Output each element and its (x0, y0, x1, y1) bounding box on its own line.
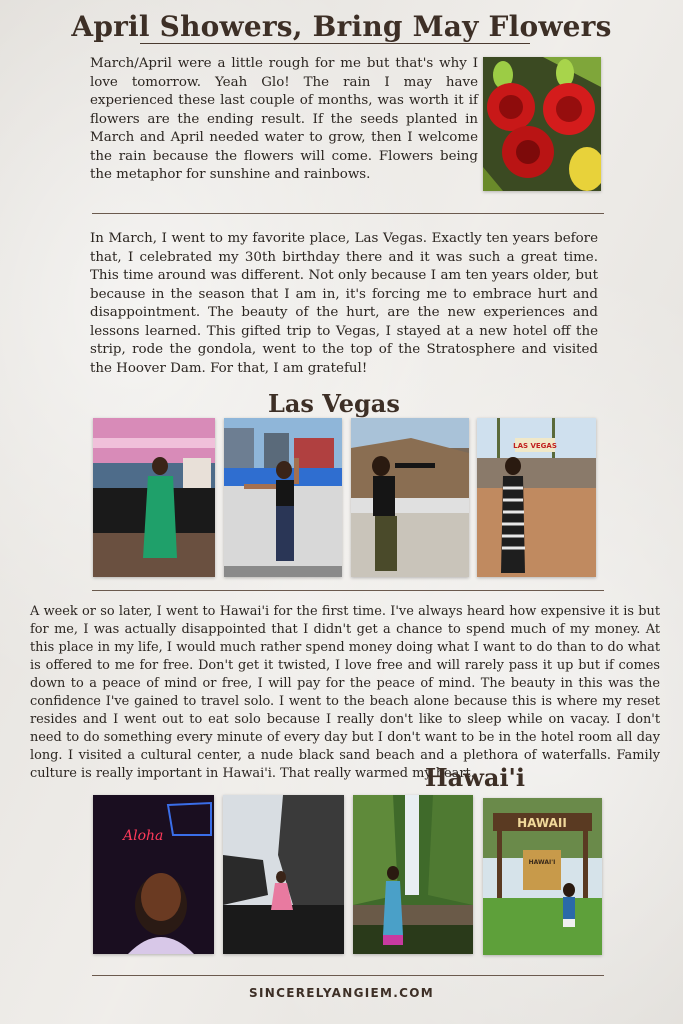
vegas-photo-venetian (93, 418, 215, 577)
divider (92, 590, 604, 591)
roses-photo (483, 57, 601, 191)
hawaii-paragraph: A week or so later, I went to Hawai'i for the first time. I've always heard how expensive it is but for me, I was actually disappointed that I didn't get a chance to spend much of my money. At this place in my life, I would much rather spend money doing what I want to do than to do what is offered to me for free. Don't get it twisted, I love free and will rarely pass it up but if comes down to a peace of mind or free, I will pay for the peace of mind. The beauty in this was the confidence I've gained to travel solo. I went to the beach alone because this is where my reset resides and I went out to eat solo because I really don't like to sleep while on vacay. I don't need to do something every minute of every day but I don't want to be in the hotel room all day long. I visited a cultural center, a nude black sand beach and a plethora of waterfalls. Family culture is really important in Hawai'i. That really warmed my heart. (30, 604, 660, 781)
vegas-photo-hoover-dam (351, 418, 469, 577)
hawaii-sign-text: HAWAII (517, 816, 567, 830)
hawaii-board-text: HAWAI'I (528, 859, 556, 866)
vegas-photo-welcome-sign (477, 418, 596, 577)
hawaii-photo-waterfall (353, 795, 473, 954)
divider (92, 975, 604, 976)
hawaii-photo-cultural-center (483, 798, 602, 955)
title-underline (140, 43, 530, 44)
las-vegas-heading: Las Vegas (268, 389, 400, 418)
hawaii-photo-neon-sign (93, 795, 214, 954)
divider (92, 213, 604, 214)
vegas-sign-text: LAS VEGAS (513, 442, 557, 450)
site-footer: SINCERELYANGIEM.COM (249, 986, 434, 1000)
vegas-paragraph: In March, I went to my favorite place, Las Vegas. Exactly ten years before that, I celebrated my 30th birthday there and it was such a great time. This time around was different. Not only because I am ten years older, but because in the season that I am in, it's forcing me to embrace hurt and disappointment. The beauty of the hurt, are the new experiences and lessons learned. This gifted trip to Vegas, I stayed at a new hotel off the strip, rode the gondola, went to the top of the Stratosphere and visited the Hoover Dam. For that, I am grateful! (90, 231, 598, 376)
intro-paragraph: March/April were a little rough for me but that's why I love tomorrow. Yeah Glo! The rain I may have experienced these last couple of months, was worth it if flowers are the ending result. If the seeds planted in March and April needed water to grow, then I welcome the rain because the flowers will come. Flowers being the metaphor for sunshine and rainbows. (90, 56, 478, 182)
page-title: April Showers, Bring May Flowers (71, 10, 612, 43)
neon-sign-text: Aloha (123, 828, 164, 844)
hawaii-heading: Hawai'i (425, 763, 526, 792)
vegas-photo-rooftop (224, 418, 342, 577)
hawaii-photo-black-sand-beach (223, 795, 344, 954)
